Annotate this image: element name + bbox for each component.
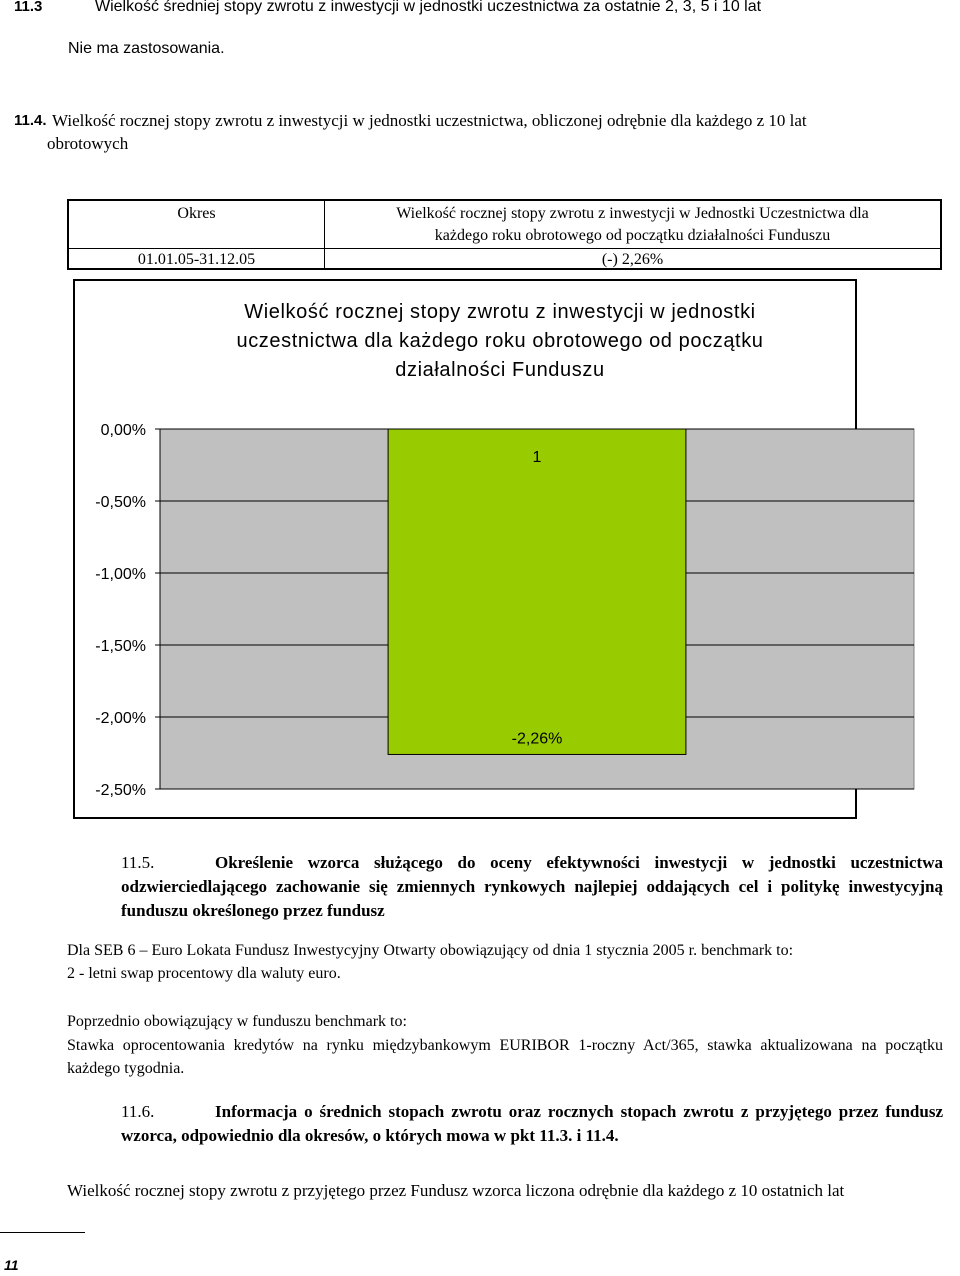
previous-benchmark-text: Stawka oprocentowania kredytów na rynku międzybankowym EURIBOR 1-roczny Act/365, stawka aktualizowana na początku każdego tygodnia. (67, 1037, 943, 1077)
previous-benchmark-heading: Poprzednio obowiązujący w funduszu benchmark to: (67, 1013, 407, 1030)
y-tick-label: -0,50% (95, 494, 146, 511)
y-tick-label: -2,50% (95, 782, 146, 799)
y-tick-label: -1,50% (95, 638, 146, 655)
section-11-3-number: 11.3 (14, 0, 43, 15)
section-11-6-number: 11.6. (121, 1102, 155, 1121)
section-11-4-number: 11.4. (14, 112, 47, 129)
chart-title-line: uczestnictwa dla każdego roku obrotowego od początku (236, 330, 764, 352)
y-tick-label: 0,00% (100, 422, 146, 439)
section-11-5 (121, 851, 943, 923)
section-11-6 (121, 1100, 943, 1148)
section-11-5-number: 11.5. (121, 853, 155, 872)
table-cell-return: (-) 2,26% (601, 251, 664, 268)
footnote-separator (0, 1232, 85, 1233)
category-label: 1 (532, 449, 542, 466)
table-header-return-line2: każdego roku obrotowego od początku działalności Funduszu (434, 227, 831, 244)
table-cell-period: 01.01.05-31.12.05 (137, 251, 256, 268)
section-11-4-title-line2: obrotowych (47, 134, 129, 153)
y-tick-label: -1,00% (95, 566, 146, 583)
data-label: -2,26% (511, 730, 563, 748)
section-11-6-benchmark-line: Wielkość rocznej stopy zwrotu z przyjętego przez Fundusz wzorca liczona odrębnie dla każdego z 10 ostatnich lat (67, 1181, 845, 1200)
section-11-4-title-line1: Wielkość rocznej stopy zwrotu z inwestycji w jednostki uczestnictwa, obliczonej odrębnie dla każdego z 10 lat (52, 111, 807, 130)
section-11-6-heading: Informacja o średnich stopach zwrotu oraz rocznych stopach zwrotu z przyjętego przez fundusz wzorca, odpowiednio dla okresów, o których mowa w pkt 11.3. i 11.4. (121, 1102, 943, 1145)
table-header-return-line1: Wielkość rocznej stopy zwrotu z inwestycji w Jednostki Uczestnictwa dla (396, 205, 869, 222)
chart-title-line: działalności Funduszu (395, 359, 605, 381)
benchmark-line2: 2 - letni swap procentowy dla waluty euro. (67, 965, 341, 982)
page-number: 11 (4, 1257, 19, 1273)
table-header-period: Okres (177, 205, 216, 222)
y-tick-label: -2,00% (95, 710, 146, 727)
chart-title-line: Wielkość rocznej stopy zwrotu z inwestycji w jednostki (244, 301, 756, 323)
section-11-3-title: Wielkość średniej stopy zwrotu z inwestycji w jednostki uczestnictwa za ostatnie 2, 3, 5 i 10 lat (95, 0, 762, 15)
bar (388, 429, 686, 754)
section-11-5-heading: Określenie wzorca służącego do oceny efektywności inwestycji w jednostki uczestnictwa odzwierciedlającego zachowanie się zmiennych rynkowych najlepiej oddających cel i politykę inwestycyjną funduszu określonego przez fundusz (121, 853, 943, 920)
section-11-3-note: Nie ma zastosowania. (68, 40, 225, 57)
benchmark-line1: Dla SEB 6 – Euro Lokata Fundusz Inwestycyjny Otwarty obowiązujący od dnia 1 stycznia 2005 r. benchmark to: (67, 942, 794, 959)
